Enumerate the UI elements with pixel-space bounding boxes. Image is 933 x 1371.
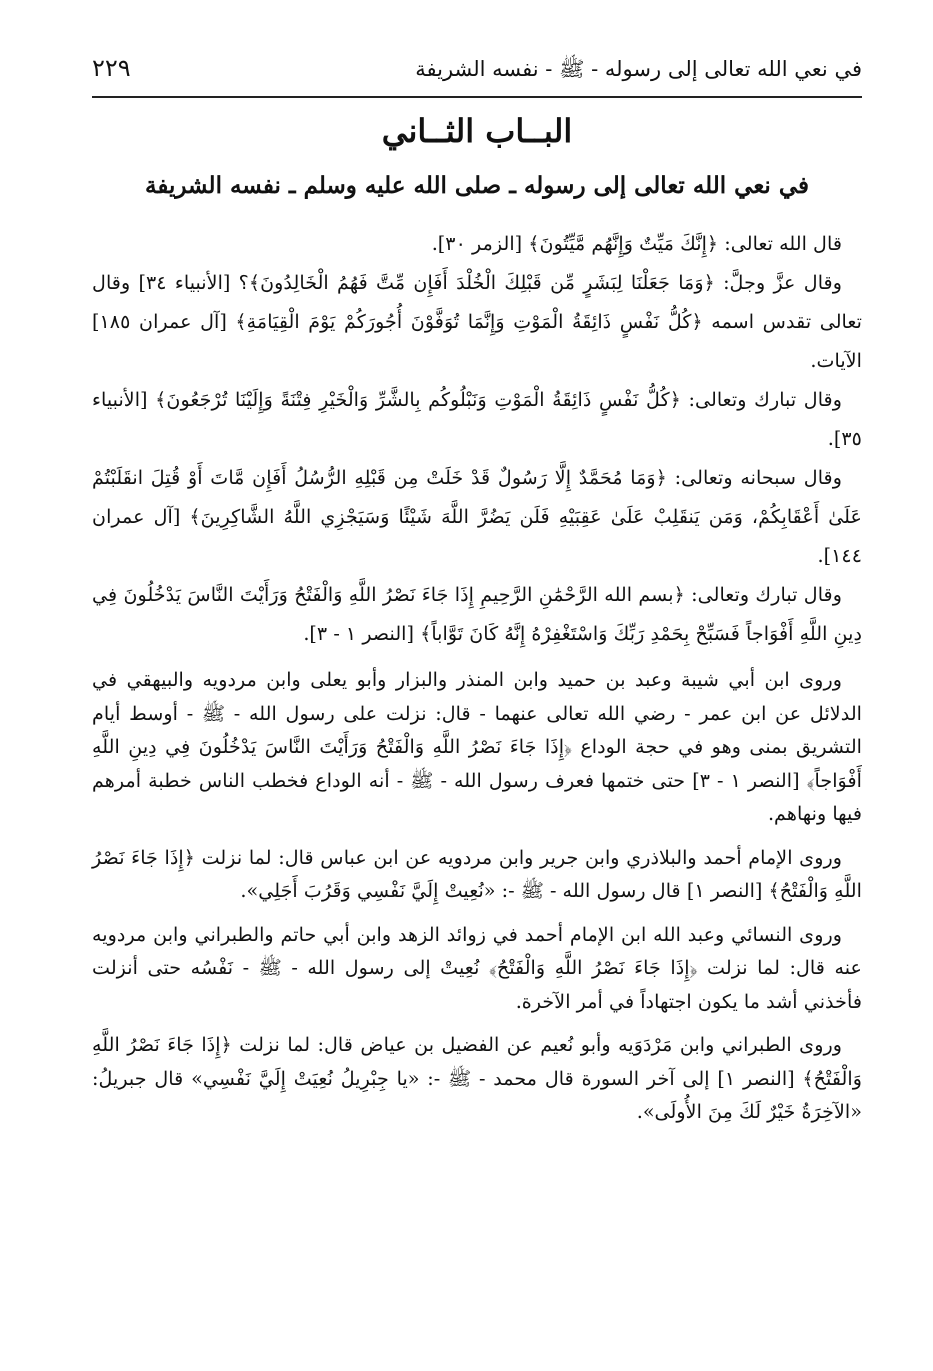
verse-paragraph: وقال عزَّ وجلَّ: ﴿وَمَا جَعَلْنَا لِبَشَرٍ مِّن قَبْلِكَ الْخُلْدَ أَفَإِن مِّتَّ فَهُمُ الْخَالِدُونَ﴾؟ [الأنبياء ٣٤] وقال تعالى تقدس اسمه ﴿كُلُّ نَفْسٍ ذَائِقَةُ الْمَوْتِ وَإِنَّمَا تُوَفَّوْنَ أُجُورَكُمْ يَوْمَ الْقِيَامَةِ﴾ [آل عمران ١٨٥] الآيات. [92, 271, 862, 372]
chapter-subtitle: في نعي الله تعالى إلى رسوله ـ صلى الله عليه وسلم ـ نفسه الشريفة [144, 172, 810, 199]
hadith-paragraph: وروى الإمام أحمد والبلاذري وابن جرير وابن مردويه عن ابن عباس قال: لما نزلت ﴿إِذَا جَاءَ نَصْرُ اللَّهِ وَالْفَتْحُ﴾ [النصر ١] قال رسول الله - ﷺ -: «نُعِيتْ إِلَيَّ نَفْسِي وَقَرُبَ أَجَلِي». [92, 845, 862, 902]
hadith-paragraph: وروى النسائي وعبد الله ابن الإمام أحمد في زوائد الزهد وابن أبي حاتم والطبراني وابن مردويه عنه قال: لما نزلت ﴿إِذَا جَاءَ نَصْرُ اللَّهِ وَالْفَتْحُ﴾ نُعِيتْ إلى رسول الله - ﷺ - نَفْسُه حتى أنزلت فأخذني أشد ما يكون اجتهاداً في أمر الآخرة. [92, 922, 862, 1013]
page-body [92, 224, 862, 1129]
page-header [92, 52, 862, 98]
verse-paragraph: قال الله تعالى: ﴿إِنَّكَ مَيِّتٌ وَإِنَّهُم مَّيِّتُونَ﴾ [الزمر ٣٠]. [431, 232, 842, 255]
chapter-title: البــاب الثــاني [381, 112, 573, 150]
verse-paragraph: وقال سبحانه وتعالى: ﴿وَمَا مُحَمَّدٌ إِلَّا رَسُولٌ قَدْ خَلَتْ مِن قَبْلِهِ الرُّسُلُ أَفَإِن مَّاتَ أَوْ قُتِلَ انقَلَبْتُمْ عَلَىٰ أَعْقَابِكُمْ، وَمَن يَنقَلِبْ عَلَىٰ عَقِبَيْهِ فَلَن يَضُرَّ اللَّهَ شَيْئًا وَسَيَجْزِي اللَّهُ الشَّاكِرِينَ﴾ [آل عمران ١٤٤]. [92, 466, 862, 567]
running-title: في نعي الله تعالى إلى رسوله - ﷺ - نفسه الشريفة [415, 57, 862, 81]
page-number: ٢٢٩ [92, 54, 131, 82]
verse-paragraph: وقال تبارك وتعالى: ﴿كُلُّ نَفْسٍ ذَائِقَةُ الْمَوْتِ وَنَبْلُوكُم بِالشَّرِّ وَالْخَيْرِ فِتْنَةً وَإِلَيْنَا تُرْجَعُونَ﴾ [الأنبياء ٣٥]. [92, 388, 862, 450]
hadith-paragraph: وروى الطبراني وابن مَرْدَوَيه وأبو نُعيم عن الفضيل بن عياض قال: لما نزلت ﴿إِذَا جَاءَ نَصْرُ اللَّهِ وَالْفَتْحُ﴾ [النصر ١] إلى آخر السورة قال محمد - ﷺ -: «يا جِبْرِيلُ نُعِيَتْ إِلَيَّ نَفْسِي» قال جبريلُ: «الآخِرَةُ خَيْرٌ لَكَ مِنَ الأُولَى». [92, 1033, 862, 1123]
verse-paragraph: وقال تبارك وتعالى: ﴿بسم الله الرَّحْمَٰنِ الرَّحِيمِ إِذَا جَاءَ نَصْرُ اللَّهِ وَالْفَتْحُ وَرَأَيْتَ النَّاسَ يَدْخُلُونَ فِي دِينِ اللَّهِ أَفْوَاجاً فَسَبِّحْ بِحَمْدِ رَبِّكَ وَاسْتَغْفِرْهُ إِنَّهُ كَانَ تَوَّاباً﴾ [النصر ١ - ٣]. [92, 583, 862, 645]
hadith-paragraph: وروى ابن أبي شيبة وعبد بن حميد وابن المنذر والبزار وأبو يعلى وابن مردويه والبيهقي في الدلائل عن ابن عمر - رضي الله تعالى عنهما - قال: نزلت على رسول الله - ﷺ - أوسط أيام التشريق بمنى وهو في حجة الوداع ﴿إِذَا جَاءَ نَصْرُ اللَّهِ وَالْفَتْحُ وَرَأَيْتَ النَّاسَ يَدْخُلُونَ فِي دِينِ اللَّهِ أَفْوَاجاً﴾ [النصر ١ - ٣] حتى ختمها فعرف رسول الله - ﷺ - أنه الوداع فخطب الناس خطبة أمرهم فيها ونهاهم. [92, 668, 862, 825]
